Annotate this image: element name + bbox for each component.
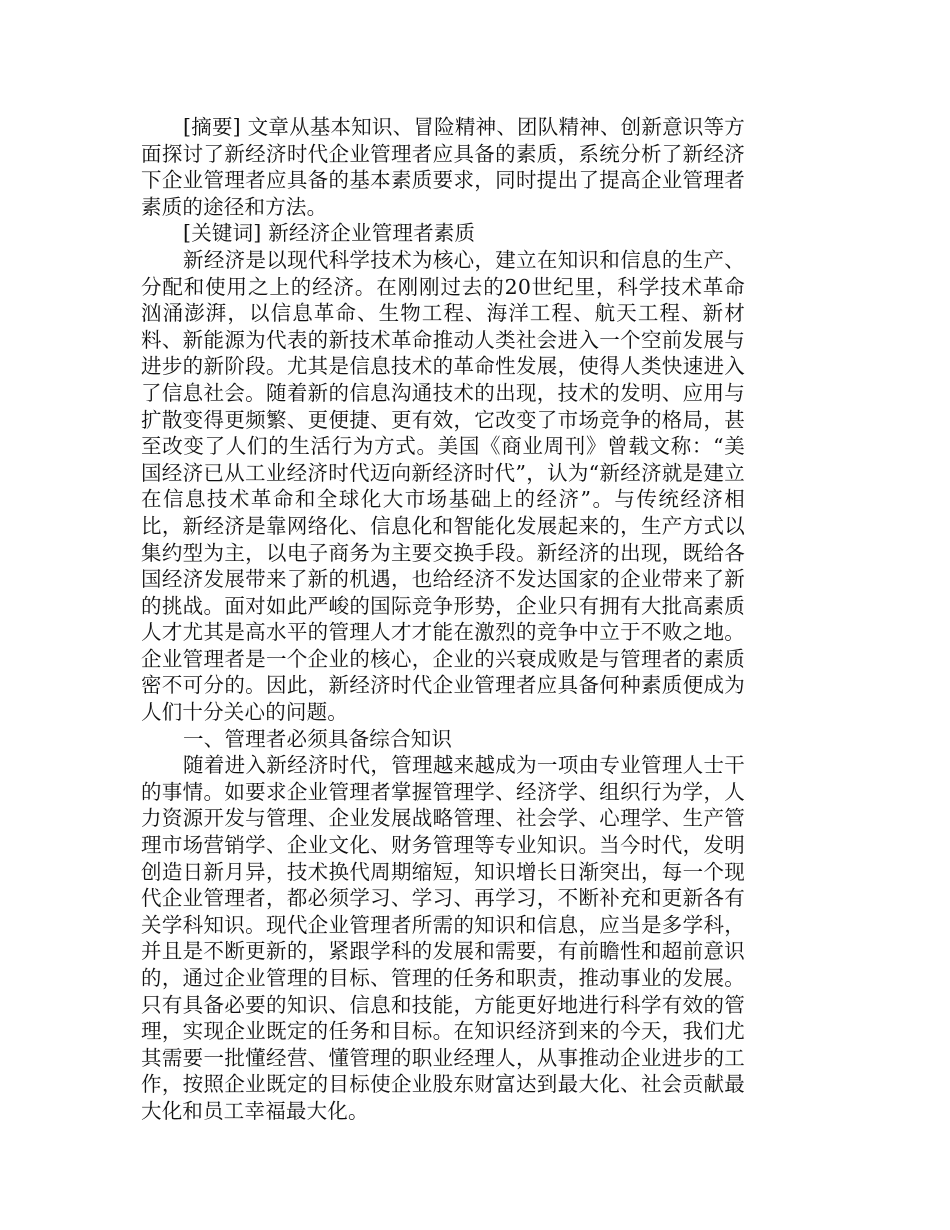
intro-paragraph: 新经济是以现代科学技术为核心，建立在知识和信息的生产、分配和使用之上的经济。在刚刚过去的20世纪里，科学技术革命汹涌澎湃，以信息革命、生物工程、海洋工程、航天工程、新材料、新能源为代表的新技术革命推动人类社会进入一个空前发展与进步的新阶段。尤其是信息技术的革命性发展，使得人类快速进入了信息社会。随着新的信息沟通技术的出现，技术的发明、应用与扩散变得更频繁、更便捷、更有效，它改变了市场竞争的格局，甚至改变了人们的生活行为方式。美国《商业周刊》曾载文称：“美国经济已从工业经济时代迈向新经济时代”，认为“新经济就是建立在信息技术革命和全球化大市场基础上的经济”。与传统经济相比，新经济是靠网络化、信息化和智能化发展起来的，生产方式以集约型为主，以电子商务为主要交换手段。新经济的出现，既给各国经济发展带来了新的机遇，也给经济不发达国家的企业带来了新的挑战。面对如此严峻的国际竞争形势，企业只有拥有大批高素质人才尤其是高水平的管理人才才能在激烈的竞争中立于不败之地。企业管理者是一个企业的核心，企业的兴衰成败是与管理者的素质密不可分的。因此，新经济时代企业管理者应具备何种素质便成为人们十分关心的问题。: [141, 247, 745, 725]
body-paragraph: 随着进入新经济时代，管理越来越成为一项由专业管理人士干的事情。如要求企业管理者掌握管理学、经济学、组织行为学，人力资源开发与管理、企业发展战略管理、社会学、心理学、生产管理市场营销学、企业文化、财务管理等专业知识。当今时代，发明创造日新月异，技术换代周期缩短，知识增长日渐突出，每一个现代企业管理者，都必须学习、学习、再学习，不断补充和更新各有关学科知识。现代企业管理者所需的知识和信息，应当是多学科，并且是不断更新的，紧跟学科的发展和需要，有前瞻性和超前意识的，通过企业管理的目标、管理的任务和职责，推动事业的发展。只有具备必要的知识、信息和技能，方能更好地进行科学有效的管理，实现企业既定的任务和目标。在知识经济到来的今天，我们尤其需要一批懂经营、懂管理的职业经理人，从事推动企业进步的工作，按照企业既定的目标使企业股东财富达到最大化、社会贡献最大化和员工幸福最大化。: [141, 753, 745, 1123]
document-page: [141, 114, 745, 1125]
keywords-paragraph: [关键词] 新经济企业管理者素质: [183, 221, 476, 246]
section-heading: 一、管理者必须具备综合知识: [183, 726, 453, 751]
abstract-paragraph: [摘要] 文章从基本知识、冒险精神、团队精神、创新意识等方面探讨了新经济时代企业管理者应具备的素质，系统分析了新经济下企业管理者应具备的基本素质要求，同时提出了提高企业管理者素质的途径和方法。: [141, 115, 745, 219]
